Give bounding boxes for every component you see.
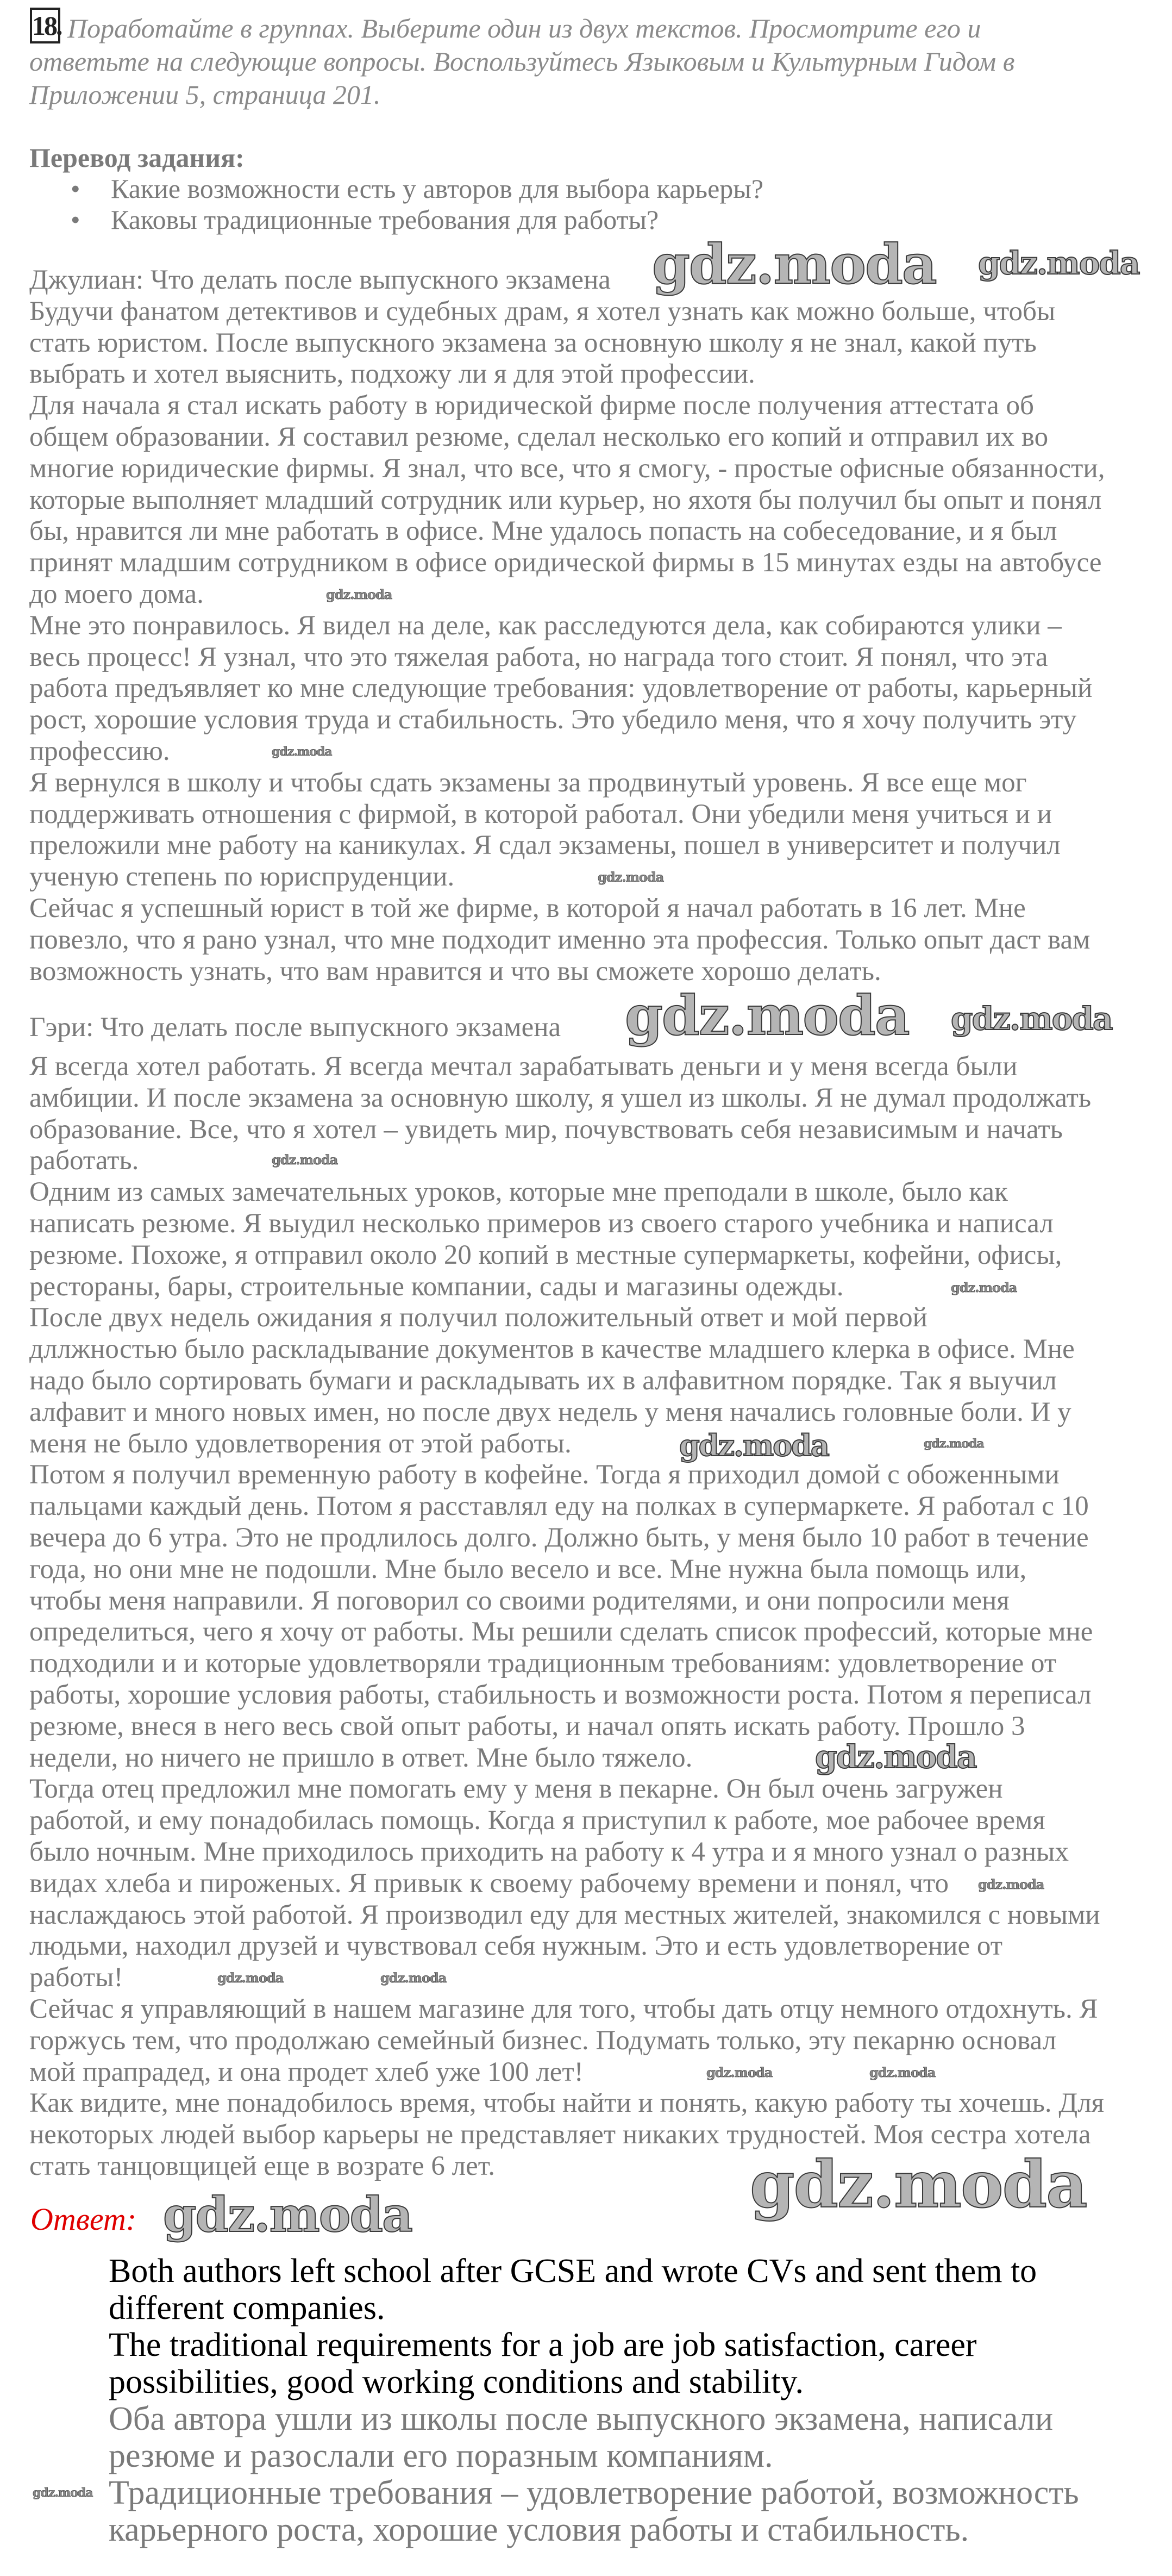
text-line: Я вернулся в школу и чтобы сдать экзамены за продвинутый уровень. Я все еще мог	[29, 767, 1027, 798]
gary-title	[29, 1012, 561, 1044]
task-number-badge: 18.	[30, 8, 60, 43]
answer-line: different companies.	[109, 2290, 385, 2326]
text-line: до моего дома.	[29, 578, 204, 609]
text-line: алфавит и много новых имен, но после двух недель у меня начались головные боли. И у	[29, 1396, 1071, 1427]
text-line: многие юридические фирмы. Я знал, что все, что я смогу, - простые офисные обязанности,	[29, 453, 1105, 484]
answer-line: The traditional requirements for a job are job satisfaction, career	[109, 2326, 977, 2363]
answer-label: Ответ:	[30, 2201, 137, 2237]
text-line: поддерживать отношения с фирмой, в которой работал. Они убедили меня учиться и и	[29, 799, 1052, 829]
text-line: преложили мне работу на каникулах. Я сдал экзамены, пошел в университет и получил	[29, 830, 1061, 861]
text-line: профессию.	[29, 735, 170, 766]
text-line: подходили и и которые удовлетворяли традиционным требованиям: удовлетворение от	[29, 1648, 1057, 1679]
text-line: видах хлеба и пироженых. Я привык к своему рабочему времени и понял, что	[29, 1868, 949, 1899]
answer-russian	[109, 2400, 1079, 2548]
text-line: Сейчас я успешный юрист в той же фирме, в которой я начал работать в 16 лет. Мне	[29, 893, 1026, 924]
text-line: определиться, чего я хочу от работы. Мы решили сделать список профессий, которые мне	[29, 1617, 1093, 1648]
task-line: ответьте на следующие вопросы. Воспользуйтесь Языковым и Культурным Гидом в	[29, 46, 1015, 77]
text-line: Тогда отец предложил мне помогать ему у меня в пекарне. Он был очень загружен	[29, 1774, 1003, 1805]
answer-block	[109, 2253, 1079, 2548]
answer-line: Оба автора ушли из школы после выпускного экзамена, написали	[109, 2400, 1053, 2437]
gary-body	[29, 1051, 1104, 2182]
watermark-logo-small: gdz.moda	[951, 1280, 1017, 1295]
bullet-icon: •	[71, 204, 80, 235]
watermark-logo: gdz.moda	[163, 2186, 412, 2243]
translation-heading: Перевод задания:	[29, 142, 245, 173]
text-line: чтобы меня направили. Я поговорил со своими родителями, и они попросили меня	[29, 1585, 1010, 1616]
text-line: стать танцовщицей еще в возрате 6 лет.	[29, 2150, 495, 2181]
text-line: резюме. Похоже, я отправил около 20 копий в местные супермаркеты, кофейни, офисы,	[29, 1239, 1062, 1270]
text-line: было ночным. Мне приходилось приходить на работу к 4 утра и я много узнал о разных	[29, 1836, 1069, 1867]
task-line: Поработайте в группах. Выберите один из двух текстов. Просмотрите его и	[67, 13, 981, 43]
text-line: общем образовании. Я составил резюме, сделал несколько его копий и отправил их во	[29, 421, 1049, 452]
watermark-logo-small: gdz.moda	[869, 2064, 936, 2080]
text-line: работа предъявляет ко мне следующие требования: удовлетворение от работы, карьерный	[29, 673, 1093, 704]
answer-line: Both authors left school after GCSE and wrote CVs and sent them to	[109, 2253, 1037, 2290]
answer-line: possibilities, good working conditions and stability.	[109, 2363, 804, 2400]
watermark-logo: gdz.moda	[815, 1738, 976, 1775]
text-line: выбрать и хотел выяснить, подхожу ли я для этой профессии.	[29, 359, 755, 390]
watermark-logo-small: gdz.moda	[924, 1437, 984, 1451]
watermark-logo-small: gdz.moda	[706, 2064, 773, 2080]
text-line: работать.	[29, 1145, 139, 1176]
text-line: весь процесс! Я узнал, что это тяжелая работа, но награда того стоит. Я понял, что эта	[29, 641, 1048, 672]
text-line: работы!	[29, 1962, 123, 1993]
text-line: Для начала я стал искать работу в юридической фирме после получения аттестата об	[29, 390, 1034, 421]
watermark-logo: gdz.moda	[625, 983, 909, 1047]
watermark-logo-small: gdz.moda	[326, 587, 392, 602]
text-line: дллжностью было раскладывание документов в качестве младшего клерка в офисе. Мне	[29, 1334, 1075, 1365]
text-line: мой прапрадед, и она продет хлеб уже 100 лет!	[29, 2056, 584, 2087]
text-line: работой, и ему понадобилась помощь. Когда я приступил к работе, мое рабочее время	[29, 1805, 1045, 1836]
watermark-logo: gdz.moda	[679, 1428, 829, 1463]
text-line: повезло, что я рано узнал, что мне подходит именно эта профессия. Только опыт даст вам	[29, 924, 1090, 955]
text-line: бы, нравится ли мне работать в офисе. Мне удалось попасть на собеседование, и я был	[29, 516, 1057, 547]
watermark-logo: gdz.moda	[951, 1000, 1112, 1037]
text-line: рестораны, бары, строительные компании, сады и магазины одежды.	[29, 1271, 844, 1302]
text-line: принят младшим сотрудником в офисе оридической фирмы в 15 минутах езды на автобусе	[29, 547, 1102, 578]
text-line: работы, хорошие условия работы, стабильность и возможности роста. Потом я переписал	[29, 1679, 1092, 1710]
text-line: стать юристом. После выпускного экзамена за основную школу я не знал, какой путь	[29, 327, 1037, 358]
text-line: Я всегда хотел работать. Я всегда мечтал зарабатывать деньги и у меня всегда были	[29, 1051, 1018, 1082]
text-line: образование. Все, что я хотел – увидеть мир, почувствовать себя независимым и начать	[29, 1114, 1063, 1145]
watermark-logo: gdz.moda	[750, 2147, 1087, 2222]
text-line: пальцами каждый день. Потом я расставлял еду на полках в супермаркете. Я работал с 10	[29, 1491, 1089, 1522]
text-line: После двух недель ожидания я получил положительный ответ и мой первой	[29, 1302, 927, 1333]
text-line: людьми, находил друзей и чувствовал себя нужным. Это и есть удовлетворение от	[29, 1931, 1002, 1962]
text-line: Как видите, мне понадобилось время, чтобы найти и понять, какую работу ты хочешь. Для	[29, 2088, 1105, 2119]
text-line: Потом я получил временную работу в кофейне. Тогда я приходил домой с обоженными	[29, 1459, 1060, 1490]
text-line: недели, но ничего не пришло в ответ. Мне было тяжело.	[29, 1742, 693, 1773]
watermark-logo-small: gdz.moda	[978, 1876, 1044, 1892]
answer-line: Традиционные требования – удовлетворение работой, возможность	[109, 2474, 1079, 2511]
text-line: Будучи фанатом детективов и судебных драм, я хотел узнать как можно больше, чтобы	[29, 296, 1056, 327]
text-line: вечера до 6 утра. Это не продлилось долго. Должно быть, у меня было 10 работ в течение	[29, 1522, 1089, 1553]
answer-english	[109, 2253, 1079, 2400]
text-line: Мне это понравилось. Я видел на деле, как расследуются дела, как собираются улики –	[29, 610, 1062, 641]
bullet-icon: •	[71, 173, 80, 204]
watermark-logo-small: gdz.moda	[598, 869, 664, 885]
answer-line: резюме и разослали его поразным компаниям.	[109, 2437, 773, 2474]
watermark-logo-small: gdz.moda	[33, 2486, 93, 2500]
watermark-logo-small: gdz.moda	[272, 1152, 338, 1168]
text-line: Одним из самых замечательных уроков, которые мне преподали в школе, было как	[29, 1177, 1008, 1208]
task-line: Приложении 5, страница 201.	[29, 79, 381, 110]
translation-bullet	[29, 173, 763, 204]
answer-line: карьерного роста, хорошие условия работы и стабильность.	[109, 2511, 969, 2548]
bullet-text: Какие возможности есть у авторов для выбора карьеры?	[111, 173, 764, 204]
text-line: наслаждаюсь этой работой. Я производил еду для местных жителей, знакомился с новыми	[29, 1899, 1100, 1930]
gary-title-text: Гэри: Что делать после выпускного экзамена	[29, 1012, 561, 1043]
text-line: горжусь тем, что продолжаю семейный бизнес. Подумать только, эту пекарню основал	[29, 2025, 1057, 2056]
text-line: возможность узнать, что вам нравится и что вы сможете хорошо делать.	[29, 956, 881, 987]
text-line: Сейчас я управляющий в нашем магазине для того, чтобы дать отцу немного отдохнуть. Я	[29, 1993, 1098, 2024]
task-translation	[29, 142, 763, 235]
bullet-text: Каковы традиционные требования для работы?	[111, 204, 659, 235]
text-line: меня не было удовлетворения от этой работы.	[29, 1428, 572, 1459]
text-line: резюме, внеся в него весь свой опыт работы, и начал опять искать работу. Прошло 3	[29, 1711, 1025, 1742]
julian-text	[29, 265, 1105, 987]
watermark-logo: gdz.moda	[978, 245, 1139, 282]
text-line: рост, хорошие условия труда и стабильность. Это убедило меня, что я хочу получить эту	[29, 704, 1077, 735]
text-line: некоторых людей выбор карьеры не представляет никаких трудностей. Моя сестра хотела	[29, 2119, 1091, 2150]
text-line: которые выполняет младший сотрудник или курьер, но яхотя бы получил бы опыт и понял	[29, 484, 1102, 515]
text-line: года, но они мне не подошли. Мне было весело и все. Мне нужна была помощь или,	[29, 1554, 1027, 1585]
julian-title: Джулиан: Что делать после выпускного экзамена	[29, 265, 611, 295]
text-line: ученую степень по юриспруденции.	[29, 862, 455, 893]
watermark-logo: gdz.moda	[652, 232, 936, 296]
text-line: амбиции. И после экзамена за основную школу, я ушел из школы. Я не думал продолжать	[29, 1082, 1092, 1113]
watermark-logo-small: gdz.moda	[380, 1970, 447, 1986]
translation-bullet	[29, 204, 763, 235]
text-line: надо было сортировать бумаги и раскладывать их в алфавитном порядке. Так я выучил	[29, 1365, 1057, 1396]
julian-body	[29, 296, 1105, 988]
watermark-logo-small: gdz.moda	[217, 1970, 284, 1986]
text-line: написать резюме. Я выудил несколько примеров из своего старого учебника и написал	[29, 1208, 1054, 1239]
watermark-logo-small: gdz.moda	[272, 745, 332, 759]
